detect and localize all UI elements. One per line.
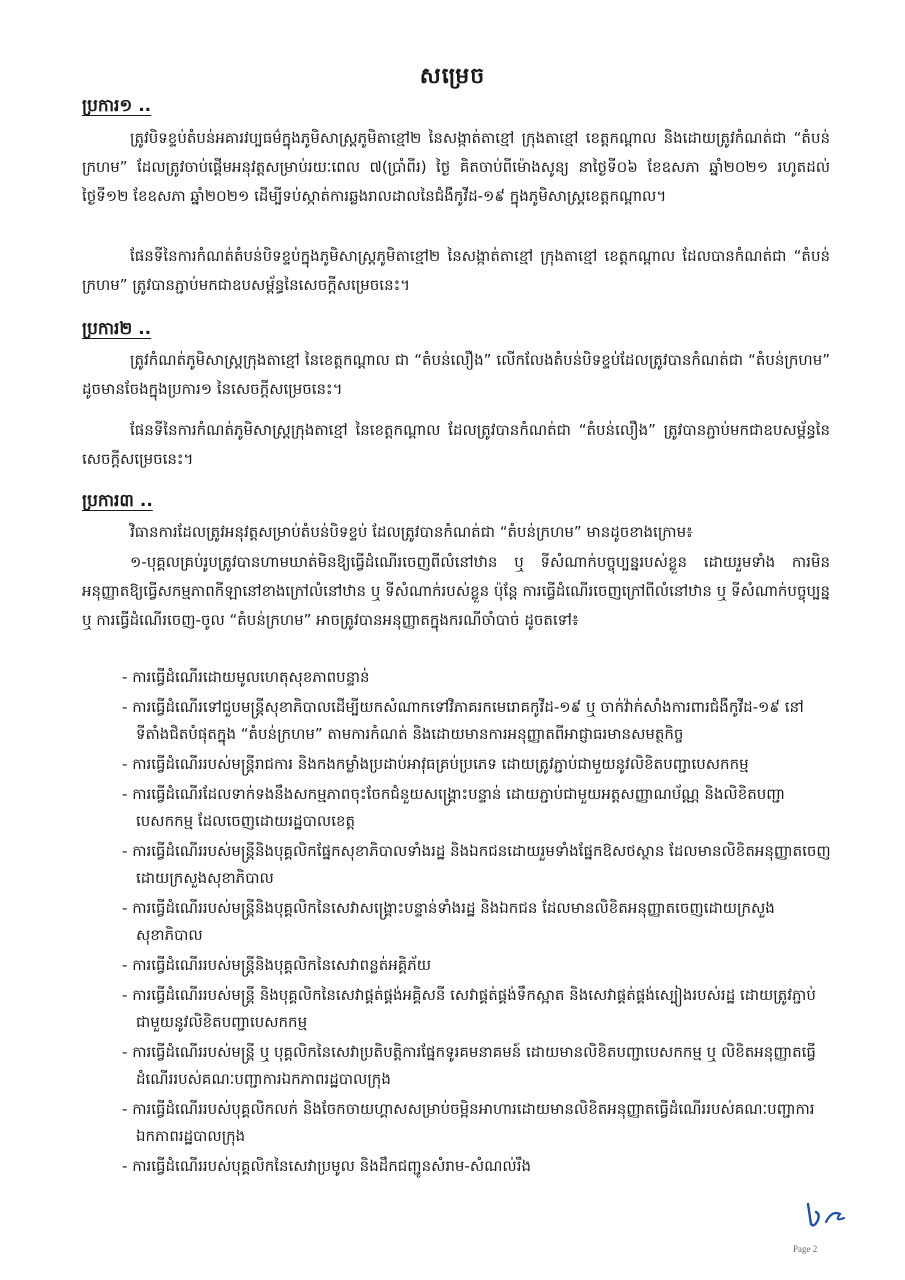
article-2-paragraph-1: ត្រូវកំណត់ភូមិសាស្ត្រក្រុងតាខ្មៅ នៃខេត្តកណ្តាល ជា “តំបន់លឿង” លើកលែងតំបន់បិទខ្ទប់ដែលត្រូវបានកំណត់ជា “តំបន់ក្រហម” ដូចមានចែងក្នុងប្រការ១ នៃសេចក្តីសម្រេចនេះ។: [82, 351, 830, 398]
list-item: - ការធ្វើដំណើររបស់មន្ត្រីរាជការ និងកងកម្លាំងប្រដាប់អាវុធគ្រប់ប្រភេទ ដោយត្រូវភ្ជាប់ជាមួយនូវលិខិតបញ្ជាបេសកកម្ម: [122, 751, 832, 778]
article-1-heading: ប្រការ១ ..: [82, 96, 152, 116]
list-item: - ការធ្វើដំណើររបស់មន្ត្រី និងបុគ្គលិកនៃសេវាផ្គត់ផ្គង់អគ្គិសនី សេវាផ្គត់ផ្គង់ទឹកស្អាត និងសេវាផ្គត់ផ្គង់ស្បៀងរបស់រដ្ឋ ដោយត្រូវភ្ជាប់ជាមួយនូវលិខិតបញ្ជាបេសកកម្ម: [122, 982, 832, 1036]
list-item: - ការធ្វើដំណើរដែលទាក់ទងនឹងសកម្មភាពចុះចែកជំនួយសង្គ្រោះបន្ទាន់ ដោយភ្ជាប់ជាមួយអត្តសញ្ញាណប័ណ្ណ និងលិខិតបញ្ជាបេសកកម្ម ដែលចេញដោយរដ្ឋបាលខេត្ត: [122, 781, 832, 835]
list-item: - ការធ្វើដំណើរទៅជួបមន្ត្រីសុខាភិបាលដើម្បីយកសំណាកទៅវិភាគរកមេរោគកូវីដ-១៩ ឬ ចាក់វ៉ាក់សាំងការពារជំងឺកូវីដ-១៩ នៅទីតាំងជិតបំផុតក្នុង “តំបន់ក្រហម” តាមការកំណត់ និងដោយមានការអនុញ្ញាតពីអាជ្ញាធរមានសមត្ថកិច្ច: [122, 694, 832, 748]
signature-initials-icon: [800, 1198, 850, 1234]
article-1-paragraph-1: ត្រូវបិទខ្ទប់តំបន់អគារវប្បធម៌ក្នុងភូមិសាស្ត្រភូមិតាខ្មៅ២ នៃសង្កាត់តាខ្មៅ ក្រុងតាខ្មៅ ខេត្តកណ្តាល និងដោយត្រូវកំណត់ជា “តំបន់ក្រហម” ដែលត្រូវចាប់ផ្តើមអនុវត្តសម្រាប់រយៈពេល ៧(ប្រាំពីរ) ថ្ងៃ គិតចាប់ពីម៉ោងសូន្យ នាថ្ងៃទី០៦ ខែឧសភា ឆ្នាំ២០២១ រហូតដល់ថ្ងៃទី១២ ខែឧសភា ឆ្នាំ២០២១ ដើម្បីទប់ស្កាត់ការឆ្លងរាលដាលនៃជំងឺកូវីដ-១៩ ក្នុងភូមិសាស្ត្រខេត្តកណ្តាល។: [82, 129, 830, 205]
article-3-heading: ប្រការ៣ ..: [82, 491, 153, 511]
article-3-point-1: ១-បុគ្គលគ្រប់រូបត្រូវបានហាមឃាត់មិនឱ្យធ្វើដំណើរចេញពីលំនៅឋាន ឬ ទីសំណាក់បច្ចុប្បន្នរបស់ខ្លួន ដោយរួមទាំង ការមិនអនុញ្ញាតឱ្យធ្វើសកម្មភាពកីឡានៅខាងក្រៅលំនៅឋាន ឬ ទីសំណាក់របស់ខ្លួន ប៉ុន្តែ ការធ្វើដំណើរចេញក្រៅពីលំនៅឋាន ឬ ទីសំណាក់បច្ចុប្បន្ន ឬ ការធ្វើដំណើរចេញ-ចូល “តំបន់ក្រហម” អាចត្រូវបានអនុញ្ញាតក្នុងករណីចាំបាច់ ដូចតទៅ៖: [82, 553, 830, 629]
article-3-intro: វិធានការដែលត្រូវអនុវត្តសម្រាប់តំបន់បិទខ្ទប់ ដែលត្រូវបានកំណត់ជា “តំបន់ក្រហម” មានដូចខាងក្រោម៖: [130, 523, 693, 541]
allowed-travel-list: [122, 664, 832, 1183]
list-item: - ការធ្វើដំណើររបស់បុគ្គលិកនៃសេវាប្រមូល និងដឹកជញ្ជូនសំរាម-សំណល់រឹង: [122, 1153, 832, 1180]
page-title: សម្រេច: [419, 64, 486, 89]
list-item: - ការធ្វើដំណើររបស់មន្ត្រីនិងបុគ្គលិកនៃសេវាពន្លត់អគ្គិភ័យ: [122, 952, 832, 979]
list-item: - ការធ្វើដំណើររបស់មន្ត្រីនិងបុគ្គលិកផ្នែកសុខាភិបាលទាំងរដ្ឋ និងឯកជនដោយរួមទាំងផ្នែកឱសថស្ថាន ដែលមានលិខិតអនុញ្ញាតចេញដោយក្រសួងសុខាភិបាល: [122, 838, 832, 892]
page-number: Page 2: [793, 1244, 818, 1254]
list-item: - ការធ្វើដំណើររបស់បុគ្គលិកលក់ និងចែកចាយហ្គាសសម្រាប់ចម្អិនអាហារដោយមានលិខិតអនុញ្ញាតធ្វើដំណើររបស់គណៈបញ្ជាការឯកភាពរដ្ឋបាលក្រុង: [122, 1096, 832, 1150]
list-item: - ការធ្វើដំណើររបស់មន្ត្រីនិងបុគ្គលិកនៃសេវាសង្គ្រោះបន្ទាន់ទាំងរដ្ឋ និងឯកជន ដែលមានលិខិតអនុញ្ញាតចេញដោយក្រសួងសុខាភិបាល: [122, 895, 832, 949]
article-1-paragraph-2: ផែនទីនៃការកំណត់តំបន់បិទខ្ទប់ក្នុងភូមិសាស្ត្រភូមិតាខ្មៅ២ នៃសង្កាត់តាខ្មៅ ក្រុងតាខ្មៅ ខេត្តកណ្តាល ដែលបានកំណត់ជា “តំបន់ក្រហម” ត្រូវបានភ្ជាប់មកជាឧបសម្ព័ន្ធនៃសេចក្តីសម្រេចនេះ។: [82, 247, 830, 294]
list-item: - ការធ្វើដំណើរដោយមូលហេតុសុខភាពបន្ទាន់: [122, 664, 832, 691]
article-2-heading: ប្រការ២ ..: [82, 319, 152, 339]
list-item: - ការធ្វើដំណើររបស់មន្ត្រី ឬ បុគ្គលិកនៃសេវាប្រតិបត្តិការផ្នែកទូរគមនាគមន៍ ដោយមានលិខិតបញ្ជាបេសកកម្ម ឬ លិខិតអនុញ្ញាតធ្វើដំណើររបស់គណៈបញ្ជាការឯកភាពរដ្ឋបាលក្រុង: [122, 1039, 832, 1093]
article-2-paragraph-2: ផែនទីនៃការកំណត់ភូមិសាស្ត្រក្រុងតាខ្មៅ នៃខេត្តកណ្តាល ដែលត្រូវបានកំណត់ជា “តំបន់លឿង” ត្រូវបានភ្ជាប់មកជាឧបសម្ព័ន្ធនៃសេចក្តីសម្រេចនេះ។: [82, 421, 830, 468]
